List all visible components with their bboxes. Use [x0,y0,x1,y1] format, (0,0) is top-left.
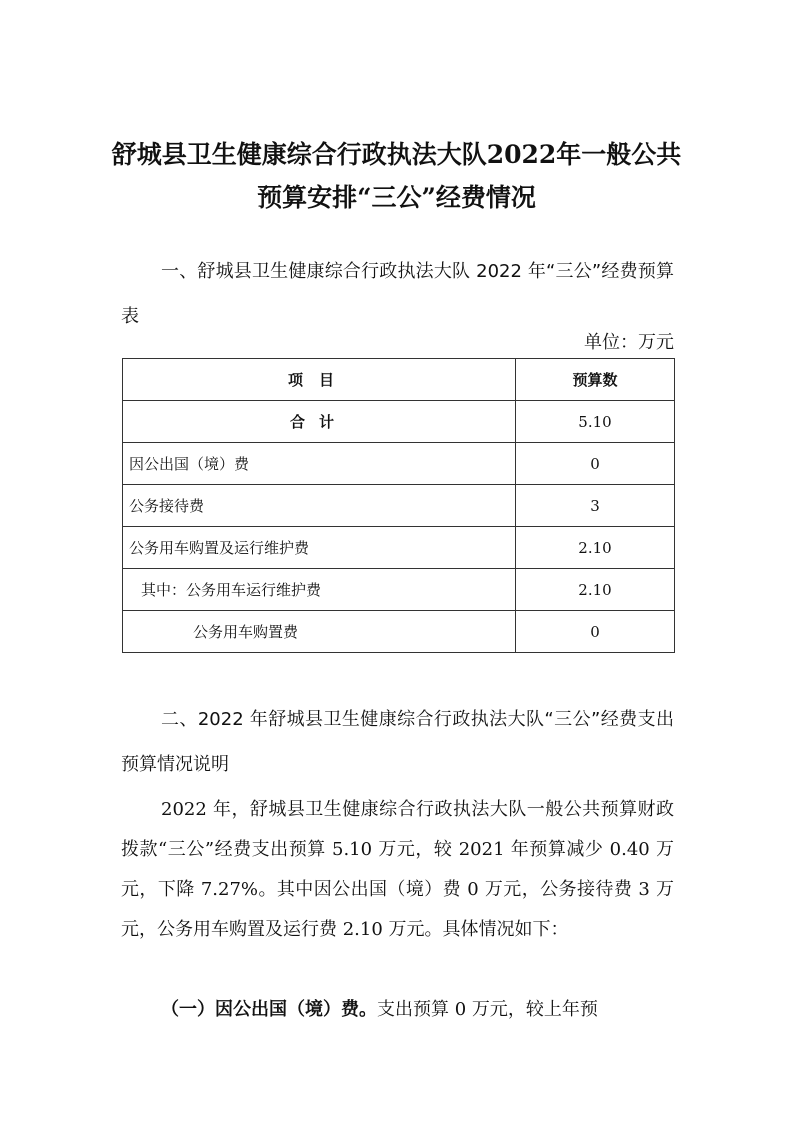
total-value-cell: 5.10 [516,401,675,443]
section2-heading: 二、2022 年舒城县卫生健康综合行政执法大队“三公”经费支出预算情况说明 [121,709,674,775]
header-item-cell [123,359,516,401]
row-value-cell: 3 [516,485,675,527]
row-item-cell: 公务接待费 [123,485,516,527]
unit-label: 单位：万元 [584,332,674,353]
table-total-row [123,401,675,443]
row-value-cell: 0 [516,611,675,653]
subsection-paragraph [121,990,674,1030]
table-row [123,485,675,527]
body-paragraph: 2022 年，舒城县卫生健康综合行政执法大队一般公共预算财政拨款“三公”经费支出预算 5.10 万元，较 2021 年预算减少 0.40 万元，下降 7.27%。其中因公出国（境）费 0 万元，公务接待费 3 万元，公务用车购置及运行费 2.10 万元。具体情况如下： [121,799,674,940]
row-value-cell: 2.10 [516,569,675,611]
row-item-cell: 其中：公务用车运行维护费 [123,569,516,611]
header-item-label: 项目 [287,371,350,389]
table-header-row [123,359,675,401]
page-title: 舒城县卫生健康综合行政执法大队2022年一般公共预算安排“三公”经费情况 [111,140,682,212]
table-row [123,611,675,653]
total-item-cell: 合计 [123,401,516,443]
budget-table [122,358,675,653]
header-value-cell: 预算数 [516,359,675,401]
table-row [123,569,675,611]
section1-heading: 一、舒城县卫生健康综合行政执法大队 2022 年“三公”经费预算表 [121,261,674,327]
row-item-cell: 公务用车购置及运行维护费 [123,527,516,569]
row-value-cell: 2.10 [516,527,675,569]
subsection-heading: （一）因公出国（境）费。 [161,999,377,1020]
row-value-cell: 0 [516,443,675,485]
row-item-cell: 公务用车购置费 [123,611,516,653]
subsection-text: 支出预算 0 万元，较上年预 [377,999,598,1020]
row-item-cell: 因公出国（境）费 [123,443,516,485]
table-row [123,443,675,485]
table-row [123,527,675,569]
